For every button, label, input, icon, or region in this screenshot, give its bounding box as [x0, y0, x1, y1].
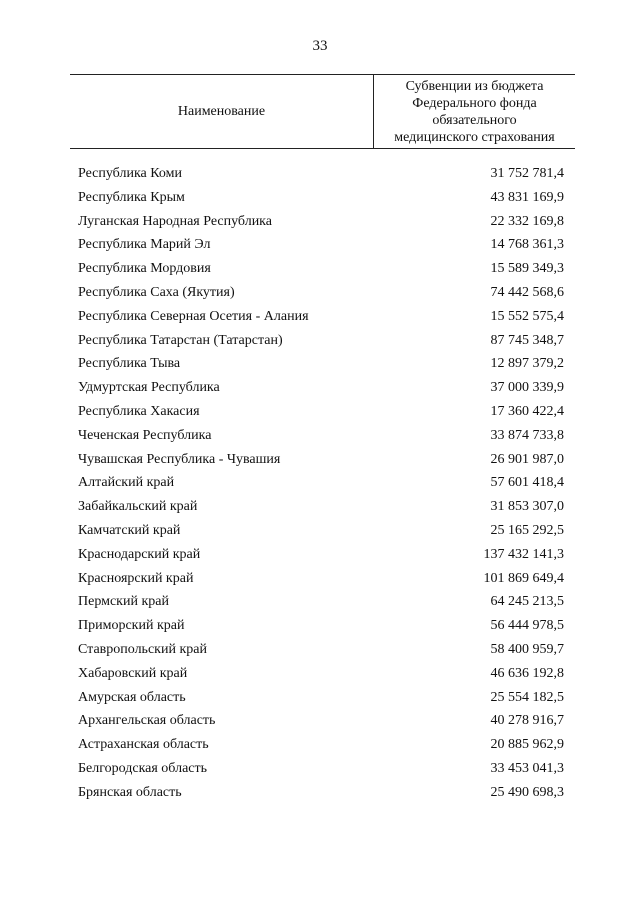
table-row: [78, 471, 564, 495]
subvention-amount: 26 901 987,0: [490, 451, 564, 467]
region-name: Республика Мордовия: [78, 261, 211, 277]
table-row: [78, 400, 564, 424]
subvention-amount: 57 601 418,4: [490, 475, 564, 491]
region-name: Ставропольский край: [78, 641, 207, 657]
region-list: [78, 162, 564, 805]
region-name: Пермский край: [78, 594, 169, 610]
region-name: Республика Хакасия: [78, 403, 200, 419]
region-name: Красноярский край: [78, 570, 194, 586]
region-name: Чувашская Республика - Чувашия: [78, 451, 281, 467]
region-name: Республика Северная Осетия - Алания: [78, 308, 309, 324]
table-row: [78, 162, 564, 186]
subvention-amount: 46 636 192,8: [490, 665, 564, 681]
region-name: Хабаровский край: [78, 665, 188, 681]
table-row: [78, 186, 564, 210]
table-row: [78, 638, 564, 662]
region-name: Республика Марий Эл: [78, 237, 211, 253]
subvention-header-line: обязательного: [432, 112, 517, 128]
table-row: [78, 376, 564, 400]
table-row: [78, 329, 564, 353]
subvention-amount: 64 245 213,5: [490, 594, 564, 610]
region-name: Забайкальский край: [78, 499, 198, 515]
subvention-amount: 43 831 169,9: [490, 189, 564, 205]
region-name: Республика Татарстан (Татарстан): [78, 332, 283, 348]
subvention-amount: 15 589 349,3: [490, 261, 564, 277]
region-name: Камчатский край: [78, 522, 181, 538]
name-column-header: Наименование: [177, 103, 266, 119]
table-row: [78, 781, 564, 805]
subvention-header-line: Федерального фонда: [412, 95, 537, 111]
subvention-amount: 33 874 733,8: [490, 427, 564, 443]
subvention-amount: 20 885 962,9: [490, 737, 564, 753]
subvention-amount: 12 897 379,2: [490, 356, 564, 372]
region-name: Республика Крым: [78, 189, 185, 205]
table-row: [78, 662, 564, 686]
region-name: Республика Тыва: [78, 356, 181, 372]
region-name: Чеченская Республика: [78, 427, 212, 443]
table-row: [78, 305, 564, 329]
region-name: Луганская Народная Республика: [78, 213, 272, 229]
region-name: Республика Коми: [78, 166, 182, 181]
subvention-amount: 87 745 348,7: [490, 332, 564, 348]
subvention-amount: 37 000 339,9: [490, 380, 564, 396]
table-row: [78, 614, 564, 638]
region-name: Удмуртская Республика: [78, 380, 220, 396]
table-row: [78, 519, 564, 543]
table-row: [78, 543, 564, 567]
table-row: [78, 210, 564, 234]
page-number: 33: [312, 38, 328, 54]
region-name: Алтайский край: [78, 475, 175, 491]
table-row: [78, 448, 564, 472]
subvention-amount: 22 332 169,8: [490, 213, 564, 229]
table-row: [78, 733, 564, 757]
subvention-column-header: [373, 75, 575, 148]
subvention-amount: 40 278 916,7: [490, 713, 564, 729]
table-row: [78, 709, 564, 733]
table-row: [78, 567, 564, 591]
subvention-amount: 25 165 292,5: [490, 522, 564, 538]
table-row: [78, 686, 564, 710]
region-name: Приморский край: [78, 618, 185, 634]
subvention-header-line: Субвенции из бюджета: [405, 78, 544, 94]
subvention-amount: 74 442 568,6: [490, 284, 564, 300]
subvention-amount: 58 400 959,7: [490, 641, 564, 657]
subvention-header-line: медицинского страхования: [394, 129, 555, 145]
region-name: Астраханская область: [78, 737, 209, 753]
subvention-amount: 25 554 182,5: [490, 689, 564, 705]
table-row: [78, 495, 564, 519]
region-name: Краснодарский край: [78, 546, 201, 562]
table-row: [78, 757, 564, 781]
table-row: [78, 233, 564, 257]
subvention-amount: 56 444 978,5: [490, 618, 564, 634]
table-row: [78, 281, 564, 305]
subvention-amount: 31 853 307,0: [490, 499, 564, 515]
subvention-amount: 15 552 575,4: [490, 308, 564, 324]
table-row: [78, 590, 564, 614]
subvention-amount: 14 768 361,3: [490, 237, 564, 253]
table-row: [78, 352, 564, 376]
subvention-amount: 33 453 041,3: [490, 760, 564, 776]
subvention-amount: 31 752 781,4: [490, 166, 564, 181]
region-name: Брянская область: [78, 784, 182, 800]
subvention-amount: 25 490 698,3: [490, 784, 564, 800]
table-row: [78, 424, 564, 448]
subvention-amount: 17 360 422,4: [490, 403, 564, 419]
region-name: Амурская область: [78, 689, 186, 705]
region-name: Белгородская область: [78, 760, 208, 776]
subvention-amount: 137 432 141,3: [483, 546, 564, 562]
subvention-amount: 101 869 649,4: [483, 570, 564, 586]
region-name: Республика Саха (Якутия): [78, 284, 235, 300]
table-row: [78, 257, 564, 281]
region-name: Архангельская область: [78, 713, 216, 729]
table-header: [70, 74, 575, 149]
